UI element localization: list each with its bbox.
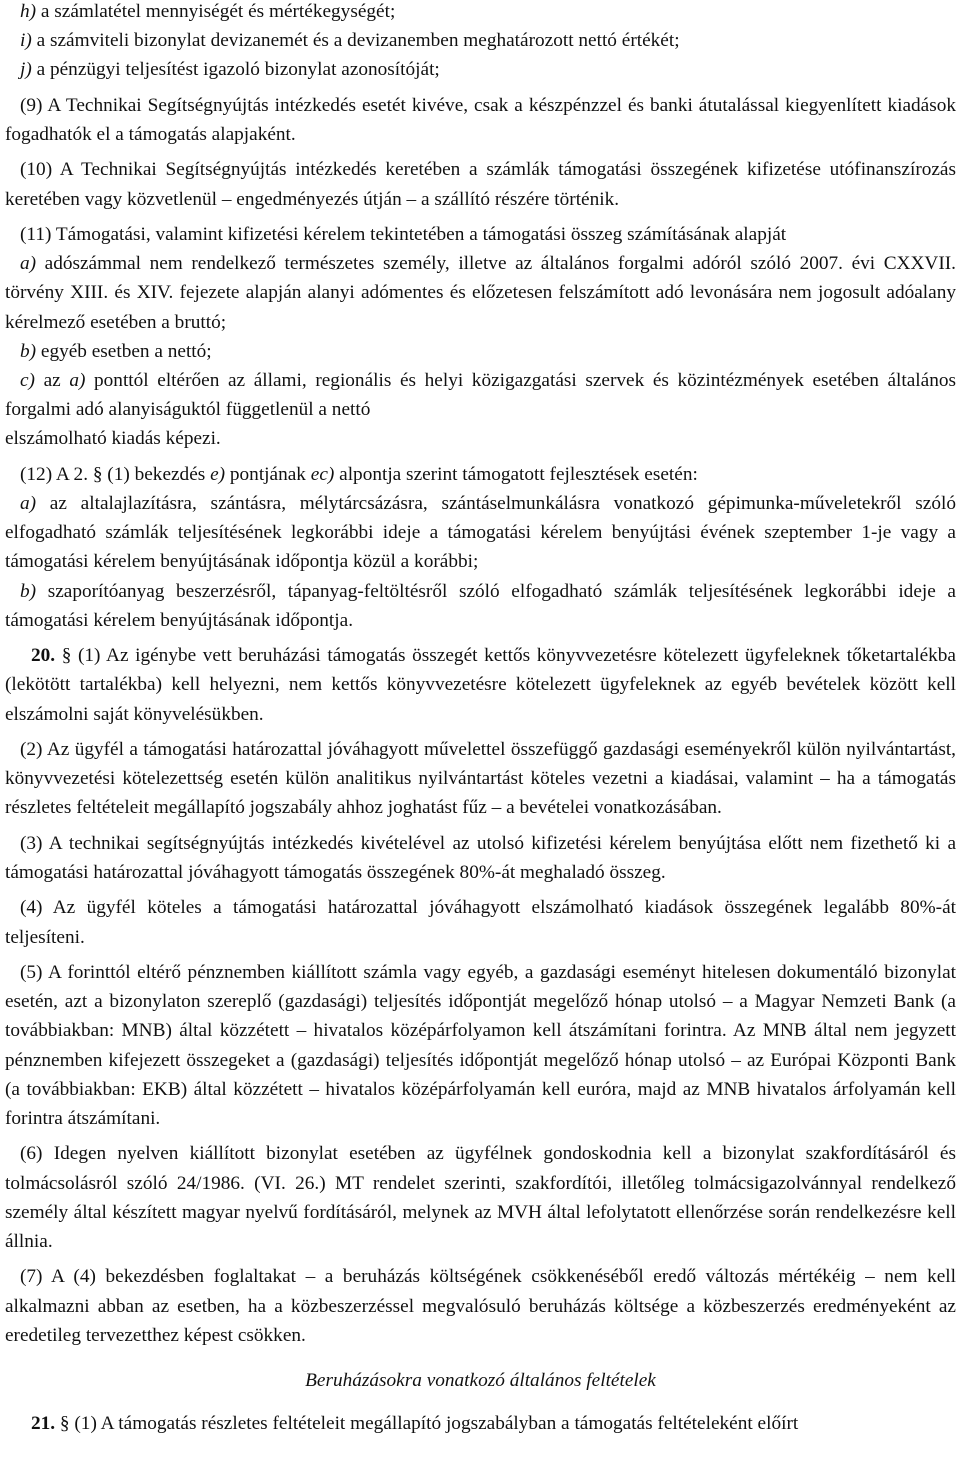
paragraph-11-c-text: ponttól eltérően az állami, regionális és helyi közigazgatási szervek és közintézmények esetében általános forgalmi adó alanyiságuktól függetlenül a nettó	[5, 370, 956, 421]
section-20-paragraph-1	[5, 641, 956, 729]
section-20-paragraph-1-text: § (1) Az igénybe vett beruházási támogatás összegét kettős könyvvezetésre kötelezett ügyfeleknek tőketartalékba (lekötött tartalékba) kell helyezni, nem kettős könyvvezetésre kötelezett ügyfeleknek az egyéb bevételek között kell elszámolni saját könyvelésükben.	[5, 645, 956, 725]
paragraph-10: (10) A Technikai Segítségnyújtás intézkedés keretében a számlák támogatási összegének kifizetése utófinanszírozás keretében vagy közvetlenül – engedményezés útján – a szállító részére történik.	[5, 159, 956, 210]
section-20-paragraph-6: (6) Idegen nyelven kiállított bizonylat esetében az ügyfélnek gondoskodnia kell a bizonylat szakfordításáról és tolmácsolásról szóló 24/1986. (VI. 26.) MT rendelet szerinti, szakfordítói, illetőleg tolmácsigazolvánnyal rendelkező személy által készített magyar nyelvű fordításáról, melynek az MVH által lefolytatott ellenőrzése során rendelkezésre kell állnia.	[5, 1143, 956, 1252]
section-20-paragraph-2: (2) Az ügyfél a támogatási határozattal jóváhagyott művelettel összefüggő gazdasági eseményekről külön nyilvántartást, könyvvezetési kötelezettség esetén külön analitikus nyilvántartást köteles vezetni a kiadásai, valamint – ha a támogatás részletes feltételeit megállapító jogszabály ahhoz joghatást fűz – a bevételei vonatkozásában.	[5, 739, 956, 819]
paragraph-12-intro-text-2: pontjának	[225, 463, 311, 485]
item-i	[5, 26, 956, 55]
paragraph-12-a-text: az altalajlazításra, szántásra, mélytárcsázásra, szántáselmunkálásra vonatkozó gépimunka-műveletekről szóló elfogadható számlák teljesítésének legkorábbi ideje a támogatási kérelem benyújtási évének szeptember 1-je vagy a támogatási kérelem benyújtásának időpontja közül a korábbi;	[5, 493, 956, 573]
item-h-text: a számlatétel mennyiségét és mértékegységét;	[36, 1, 396, 22]
section-heading: Beruházásokra vonatkozó általános feltételek	[305, 1370, 656, 1391]
section-20-paragraph-5: (5) A forinttól eltérő pénznemben kiállított számla vagy egyéb, a gazdasági eseményt hitelesen dokumentáló bizonylat esetén, azt a bizonylaton szereplő (gazdasági) teljesítés időpontját megelőző hónap utolsó – a Magyar Nemzeti Bank (a továbbiakban: MNB) által közzétett – hivatalos középárfolyamon kell átszámítani forintra. Az MNB által nem jegyzett pénznemben kifejezett összegeket a (gazdasági) teljesítés időpontját megelőző hónap utolsó – az Európai Központi Bank (a továbbiakban: EKB) által közzétett – hivatalos középárfolyamán kell euróra, majd az MNB hivatalos árfolyamán kell forintra átszámítani.	[5, 961, 956, 1129]
paragraph-12-b-label: b)	[20, 580, 37, 602]
item-i-label: i)	[20, 30, 32, 52]
paragraph-12-b-text: szaporítóanyag beszerzésről, tápanyag-feltöltésről szóló elfogadható számlák teljesítésének legkorábbi ideje a támogatási kérelem benyújtásának időpontja.	[5, 580, 956, 631]
paragraph-12-intro-text-1: (12) A 2. § (1) bekezdés	[20, 463, 211, 485]
section-20-number: 20.	[31, 645, 56, 667]
paragraph-11-b-text: egyéb esetben a nettó;	[36, 340, 212, 362]
item-h	[5, 0, 956, 26]
paragraph-11-a-label: a)	[20, 253, 37, 275]
section-20-paragraph-4: (4) Az ügyfél köteles a támogatási határozattal jóváhagyott elszámolható kiadások összegének legalább 80%-át teljesíteni.	[5, 897, 956, 948]
paragraph-12-intro	[5, 460, 956, 489]
item-j	[5, 55, 956, 84]
paragraph-11-a-text: adószámmal nem rendelkező természetes személy, illetve az általános forgalmi adóról szóló 2007. évi CXXVII. törvény XIII. és XIV. fejezete alapján alanyi adómentes és előzetesen felszámított adó levonására nem jogosult adóalany kérelmező esetében a bruttó;	[5, 253, 956, 333]
section-20-paragraph-7: (7) A (4) bekezdésben foglaltakat – a beruházás költségének csökkenéséből eredő változás mértékéig – nem kell alkalmazni abban az esetben, ha a közbeszerzéssel megvalósuló beruházás költsége a közbeszerzés eredményeként az eredetileg tervezetthez képest csökken.	[5, 1266, 956, 1346]
section-20-paragraph-3: (3) A technikai segítségnyújtás intézkedés kivételével az utolsó kifizetési kérelem benyújtása előtt nem fizethető ki a támogatási határozattal jóváhagyott támogatás összegének 80%-át meghaladó összeg.	[5, 832, 956, 883]
section-21-paragraph-1	[5, 1409, 956, 1438]
item-j-text: a pénzügyi teljesítést igazoló bizonylat azonosítóját;	[31, 59, 440, 81]
paragraph-12-intro-ref-ec: ec)	[310, 463, 335, 485]
paragraph-12-a-label: a)	[20, 493, 37, 514]
paragraph-11-closing: elszámolható kiadás képezi.	[5, 428, 221, 450]
section-21-number: 21.	[31, 1413, 56, 1435]
paragraph-11-b	[5, 337, 956, 366]
paragraph-12-intro-text-3: alpontja szerint támogatott fejlesztések esetén:	[334, 463, 698, 485]
paragraph-9: (9) A Technikai Segítségnyújtás intézkedés esetét kivéve, csak a készpénzzel és banki átutalással kiegyenlített kiadások fogadhatók el a támogatás alapjaként.	[5, 94, 956, 145]
section-21-paragraph-1-text: § (1) A támogatás részletes feltételeit megállapító jogszabályban a támogatás feltételeként előírt	[55, 1413, 799, 1435]
paragraph-11-intro: (11) Támogatási, valamint kifizetési kérelem tekintetében a támogatási összeg számításának alapját	[20, 223, 787, 245]
paragraph-12-a	[5, 489, 956, 577]
paragraph-11-a	[5, 249, 956, 337]
paragraph-11-c-ref: a)	[69, 370, 86, 391]
paragraph-11-b-label: b)	[20, 340, 37, 362]
item-j-label: j)	[20, 59, 32, 81]
item-i-text: a számviteli bizonylat devizanemét és a devizanemben meghatározott nettó értékét;	[31, 30, 680, 52]
paragraph-12-intro-ref-e: e)	[210, 463, 226, 485]
paragraph-11-c-mid: az	[34, 370, 70, 391]
paragraph-11-c-label: c)	[20, 370, 35, 391]
paragraph-11-c	[5, 366, 956, 424]
paragraph-12-b	[5, 577, 956, 635]
item-h-label: h)	[20, 1, 37, 22]
